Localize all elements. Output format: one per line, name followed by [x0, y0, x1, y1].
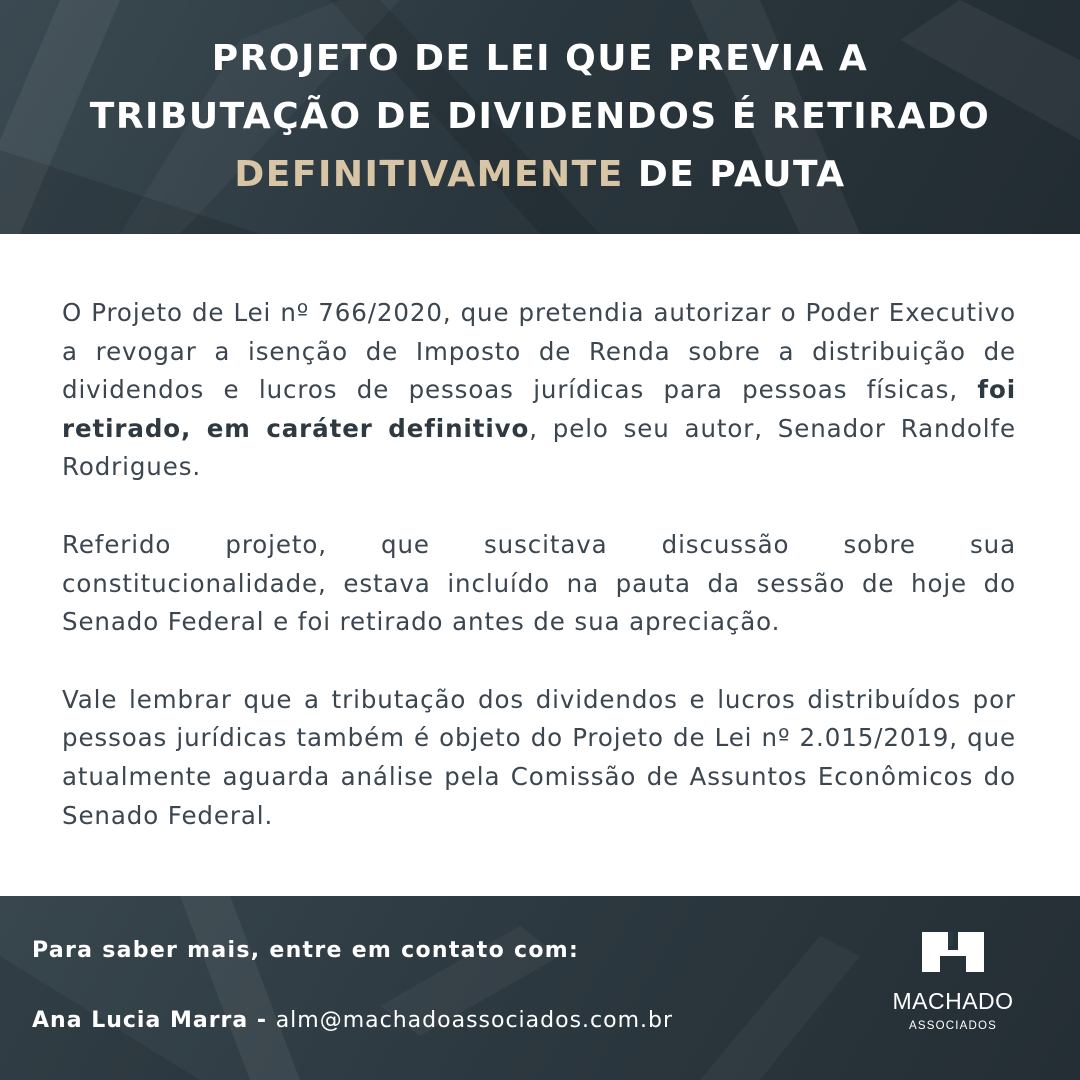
- m-logo-icon: [922, 932, 984, 972]
- logo-name: MACHADO: [892, 988, 1014, 1014]
- page-title: [0, 30, 1080, 204]
- logo-subtitle: ASSOCIADOS: [908, 1020, 998, 1032]
- paragraph-1-end: , pelo seu autor, Senador Randolfe Rodrigues.: [62, 413, 1016, 482]
- paragraph-1: [62, 294, 1016, 487]
- paragraph-1-bold: foi retirado, em caráter definitivo: [62, 375, 1016, 443]
- paragraph-3: Vale lembrar que a tributação dos dividendos e lucros distribuídos por pessoas jurídicas também é objeto do Projeto de Lei nº 2.015/2019, que atualmente aguarda análise pela Comissão de Assuntos Econômicos do Senado Federal.: [62, 684, 1016, 830]
- title-line-3-rest: DE PAUTA: [623, 154, 846, 195]
- paragraph-2: Referido projeto, que suscitava discussão sobre sua constitucionalidade, estava incluído na pauta da sessão de hoje do Senado Federal e foi retirado antes de sua apreciação.: [62, 529, 1016, 637]
- title-accent-word: DEFINITIVAMENTE: [234, 154, 624, 195]
- header-banner: [0, 0, 1080, 234]
- contact-name: Ana Lucia Marra -: [32, 1008, 276, 1033]
- contact-line: [32, 1008, 673, 1033]
- title-line-1: PROJETO DE LEI QUE PREVIA A: [211, 38, 869, 79]
- contact-email-link[interactable]: alm@machadoassociados.com.br: [275, 1008, 674, 1033]
- company-logo: [878, 932, 1028, 1042]
- title-line-3: [0, 146, 1080, 204]
- article-body: [62, 294, 1016, 874]
- title-line-2: TRIBUTAÇÃO DE DIVIDENDOS É RETIRADO: [89, 96, 991, 137]
- footer-banner: [0, 896, 1080, 1080]
- contact-heading: Para saber mais, entre em contato com:: [32, 938, 580, 963]
- paragraph-1-start: O Projeto de Lei nº 766/2020, que pretendia autorizar o Poder Executivo a revogar a isenção de Imposto de Renda sobre a distribuição de dividendos e lucros de pessoas jurídicas para pessoas físicas,: [62, 298, 1016, 405]
